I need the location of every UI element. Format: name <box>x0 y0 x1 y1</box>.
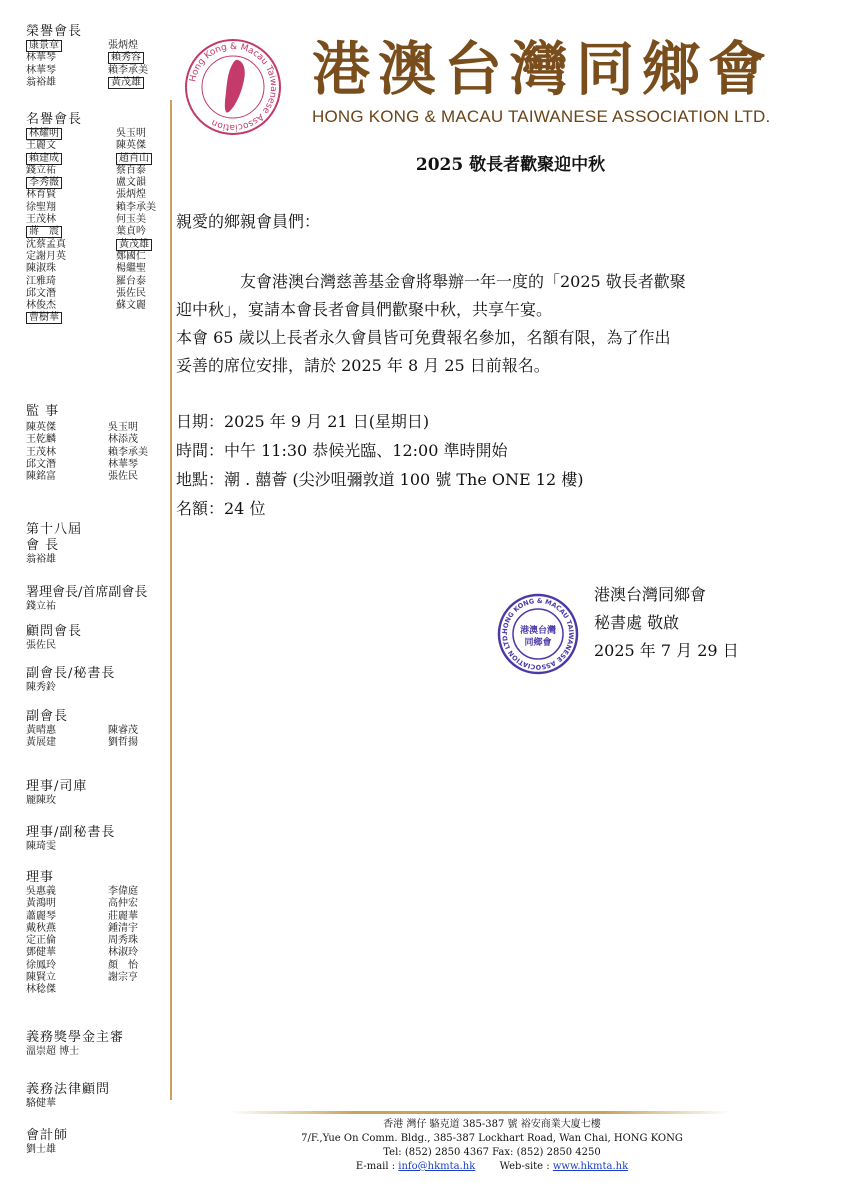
section-title: 理事 <box>26 870 55 885</box>
event-venue: 地點：潮 . 囍薈 (尖沙咀彌敦道 100 號 The ONE 12 樓) <box>176 470 584 489</box>
officer-name <box>26 140 116 152</box>
brand-name-english: HONG KONG & MACAU TAIWANESE ASSOCIATION LTD. <box>312 107 771 126</box>
website-label: Web-site : <box>499 1161 553 1172</box>
officer-name-text: 黃茂雄 <box>116 239 152 251</box>
officer-name <box>116 239 171 251</box>
officer-name-text: 錢立祐 <box>26 164 56 176</box>
letter-title: 2025 敬長者歡聚迎中秋 <box>415 155 606 175</box>
vice-sec-general-section <box>26 666 171 694</box>
officer-name <box>116 140 171 152</box>
officer-name: 張佐民 <box>108 471 138 483</box>
officer-name-text: 曹樹華 <box>26 312 62 324</box>
officer-name: 翁裕雄 <box>26 554 56 565</box>
officer-name-text: 康景章 <box>26 40 62 52</box>
officer-name-text: 林華琴 <box>26 52 56 64</box>
section-title: 副會長/秘書長 <box>26 666 116 681</box>
officer-name <box>26 226 116 238</box>
footer-contact <box>172 1160 812 1174</box>
officer-name-text: 黃茂雄 <box>108 77 144 89</box>
website-link[interactable]: www.hkmta.hk <box>552 1161 629 1172</box>
signature-date: 2025 年 7 月 29 日 <box>594 641 739 660</box>
officer-name: 李偉庭 <box>108 886 138 897</box>
officer-name <box>26 52 108 64</box>
honorary-chair-list <box>26 40 171 89</box>
emeritus-chair-section <box>26 112 171 325</box>
section-subtitle: 會 長 <box>26 538 60 553</box>
signature-dept: 秘書處 敬啟 <box>594 613 680 632</box>
officer-name: 陳英傑 <box>26 422 56 433</box>
officer-name <box>116 263 171 275</box>
officer-name-text: 羅台泰 <box>116 275 146 287</box>
officer-name <box>116 276 171 288</box>
officer-name <box>26 263 116 275</box>
officer-name: 黃晴惠 <box>26 725 56 736</box>
accountant-section <box>26 1128 171 1156</box>
officer-name: 龎陳玫 <box>26 795 56 806</box>
officer-name: 錢立祐 <box>26 601 56 612</box>
officer-name-text: 賴建成 <box>26 153 62 165</box>
legal-section <box>26 1082 171 1110</box>
svg-text:同鄉會: 同鄉會 <box>524 638 552 648</box>
footer-tel-fax: Tel: (852) 2850 4367 Fax: (852) 2850 4250 <box>383 1147 601 1158</box>
section-title: 義務獎學金主審 <box>26 1030 125 1045</box>
director-treasurer-section <box>26 779 171 807</box>
officer-name <box>116 177 171 189</box>
term-chair-section <box>26 522 171 566</box>
footer-address-chinese: 香港 灣仔 駱克道 385-387 號 裕安商業大廈七樓 <box>383 1119 601 1130</box>
officer-name: 徐鳳玲 <box>26 959 56 971</box>
officer-name: 黃展建 <box>26 737 56 749</box>
officer-name <box>116 288 171 300</box>
officer-name <box>26 65 108 77</box>
officer-name: 王乾麟 <box>26 434 56 446</box>
officer-name-text: 沈蔡孟真 <box>26 238 66 250</box>
section-title: 名譽會長 <box>26 112 83 127</box>
officer-name: 陳睿茂 <box>108 725 138 736</box>
officer-name: 陳銘富 <box>26 471 56 483</box>
event-time: 時間：中午 11:30 恭候光臨、12:00 準時開始 <box>176 441 508 460</box>
svg-text:港澳台灣: 港澳台灣 <box>519 626 557 636</box>
officer-name: 蕭麗琴 <box>26 910 56 922</box>
officer-name-text: 蔣 震 <box>26 226 62 238</box>
officer-name-text: 王麗文 <box>26 140 56 152</box>
officer-name-text: 賴李承美 <box>116 201 156 213</box>
officer-name-text: 張佐民 <box>116 287 146 299</box>
officer-name <box>108 52 171 64</box>
section-title: 顧問會長 <box>26 624 83 639</box>
officer-name: 劉士雄 <box>26 1144 56 1155</box>
officer-name: 陳秀鈴 <box>26 682 56 693</box>
officer-name: 莊麗華 <box>108 910 138 922</box>
email-link[interactable]: info@hkmta.hk <box>398 1161 476 1172</box>
officer-name: 謝宗亨 <box>108 972 138 984</box>
officer-name: 黃鴻明 <box>26 898 56 910</box>
officer-name <box>108 40 171 52</box>
officer-name: 鄧健華 <box>26 947 56 959</box>
email-label: E-mail : <box>355 1161 399 1172</box>
officer-name: 吳惠義 <box>26 886 56 897</box>
officer-name-text: 翁裕雄 <box>26 76 56 88</box>
officer-name-text: 賴李承美 <box>108 64 148 76</box>
salutation: 親愛的鄉親會員們： <box>176 212 321 231</box>
footer-divider <box>230 1111 730 1114</box>
acting-chair-section <box>26 585 171 613</box>
officer-name: 賴李承美 <box>108 446 148 458</box>
officer-name <box>26 128 116 140</box>
officer-name-text: 蘇文麗 <box>116 300 146 312</box>
officer-name <box>26 312 116 324</box>
officer-name-text: 楊繼聖 <box>116 263 146 275</box>
officer-name <box>26 40 108 52</box>
officer-name <box>26 189 116 201</box>
officer-name <box>108 984 171 996</box>
officer-name-text: 陳淑珠 <box>26 263 56 275</box>
paragraph-line: 妥善的席位安排，請於 2025 年 8 月 25 日前報名。 <box>176 356 550 375</box>
officer-name: 張佐民 <box>26 640 56 651</box>
sidebar-divider <box>170 100 172 1100</box>
officer-name <box>26 300 116 312</box>
footer-address-english: 7/F.,Yue On Comm. Bldg., 385-387 Lockhart Road, Wan Chai, HONG KONG <box>301 1133 683 1144</box>
officer-name <box>116 128 171 140</box>
supervisors-section <box>26 404 171 483</box>
officer-name: 周秀珠 <box>108 935 138 947</box>
seal-ring-text: HONG KONG & MACAU TAIWANESE ASSOCIATION LTD. <box>500 596 576 672</box>
officer-name-text: 吳玉明 <box>116 128 146 139</box>
officer-name: 溫崇超 博士 <box>26 1046 80 1057</box>
supervisors-list <box>26 422 171 483</box>
officer-name: 吳玉明 <box>108 422 138 433</box>
section-title: 理事/副秘書長 <box>26 825 116 840</box>
officer-name <box>116 226 171 238</box>
event-quota: 名額：24 位 <box>176 499 266 518</box>
officer-name: 駱健華 <box>26 1098 56 1109</box>
paragraph-line: 友會港澳台灣慈善基金會將舉辦一年一度的「2025 敬長者歡聚 <box>240 272 686 291</box>
officer-name-text: 王茂林 <box>26 214 56 226</box>
officer-name: 林稔傑 <box>26 984 56 996</box>
advisor-chair-section <box>26 624 171 652</box>
officer-name <box>26 251 116 263</box>
officer-name-text: 鄭國仁 <box>116 250 146 262</box>
event-date: 日期：2025 年 9 月 21 日(星期日) <box>176 412 430 431</box>
officer-name <box>116 189 171 201</box>
officer-name <box>116 202 171 214</box>
director-deputy-sec-section <box>26 825 171 853</box>
officer-name: 王茂林 <box>26 446 56 458</box>
officer-name <box>26 288 116 300</box>
officer-name: 林華琴 <box>108 458 138 470</box>
officer-name: 鍾清宇 <box>108 922 138 934</box>
officer-name <box>116 214 171 226</box>
signature-org: 港澳台灣同鄉會 <box>594 585 707 604</box>
section-title: 義務法律顧問 <box>26 1082 111 1097</box>
directors-list <box>26 886 171 997</box>
officer-name-text: 林耀明 <box>26 128 62 140</box>
officer-name <box>26 77 108 89</box>
officer-name: 高仲宏 <box>108 898 138 910</box>
officer-name: 陳賢立 <box>26 972 56 984</box>
honorary-chair-section <box>26 24 171 89</box>
officer-name <box>26 239 116 251</box>
officer-name-text: 江雅琦 <box>26 275 56 287</box>
officer-name <box>26 276 116 288</box>
officer-name-text: 何玉美 <box>116 214 146 226</box>
section-title: 理事/司庫 <box>26 779 88 794</box>
section-title: 監 事 <box>26 404 60 419</box>
officer-name <box>108 77 171 89</box>
paragraph-1 <box>176 268 686 380</box>
officer-name-text: 邱文潛 <box>26 287 56 299</box>
officer-name-text: 林華琴 <box>26 64 56 76</box>
logo-ring-text: Hong Kong & Macau Taiwanese Association <box>188 41 279 133</box>
officer-name-text: 葉貞吟 <box>116 226 146 238</box>
officer-name-text: 定謝月英 <box>26 250 66 262</box>
officer-name-text: 李秀嶶 <box>26 177 62 189</box>
officer-name-text: 張炳煌 <box>116 189 146 201</box>
officer-name: 定正倫 <box>26 935 56 947</box>
officer-name <box>26 214 116 226</box>
directors-section <box>26 870 171 997</box>
officers-sidebar <box>26 24 171 1164</box>
officer-name: 顏 怡 <box>108 959 138 971</box>
officer-name <box>108 65 171 77</box>
officer-name: 邱文潛 <box>26 458 56 470</box>
vice-chair-list <box>26 725 171 750</box>
officer-name: 林添茂 <box>108 434 138 446</box>
officer-name: 劉哲揚 <box>108 737 138 749</box>
official-seal <box>497 593 579 675</box>
officer-name-text: 林俊杰 <box>26 300 56 312</box>
officer-name-text: 林育賢 <box>26 189 56 201</box>
officer-name-text: 陳英傑 <box>116 140 146 152</box>
brand-name-chinese: 港澳台灣同鄉會 <box>312 35 775 103</box>
section-title: 副會長 <box>26 709 69 724</box>
section-title: 署理會長/首席副會長 <box>26 585 148 600</box>
section-title: 第十八屆 <box>26 522 83 537</box>
officer-name: 陳琦雯 <box>26 841 56 852</box>
section-title: 會計師 <box>26 1128 69 1143</box>
section-title: 榮譽會長 <box>26 24 83 39</box>
officer-name-text: 徐聖翔 <box>26 201 56 213</box>
officer-name-text: 賴秀容 <box>108 52 144 64</box>
scholarship-section <box>26 1030 171 1058</box>
officer-name <box>116 251 171 263</box>
paragraph-line: 本會 65 歲以上長者永久會員皆可免費報名參加，名額有限，為了作出 <box>176 328 671 347</box>
officer-name: 林淑玲 <box>108 947 138 959</box>
vice-chair-section <box>26 709 171 750</box>
officer-name-text: 張炳煌 <box>108 40 138 51</box>
officer-name-text: 蔡百泰 <box>116 164 146 176</box>
officer-name <box>26 177 116 189</box>
paragraph-line: 迎中秋」，宴請本會長者會員們歡聚中秋，共享午宴。 <box>176 300 553 319</box>
association-logo <box>184 38 282 136</box>
officer-name <box>116 300 171 312</box>
officer-name-text: 趙肖山 <box>116 153 152 165</box>
officer-name-text: 盧文韻 <box>116 177 146 189</box>
officer-name: 戴秋燕 <box>26 922 56 934</box>
officer-name <box>26 202 116 214</box>
